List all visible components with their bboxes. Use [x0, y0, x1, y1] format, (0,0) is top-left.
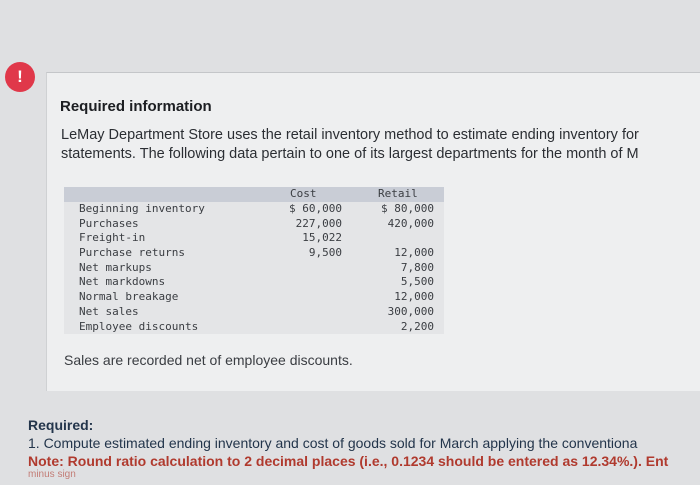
retail-column [376, 202, 434, 334]
intro-line-1: LeMay Department Store uses the retail inventory method to estimate ending inventory for [61, 127, 639, 143]
column-header-retail: Retail [378, 187, 418, 200]
row-label-net-markups: Net markups [79, 260, 152, 274]
row-labels [79, 202, 205, 334]
section-heading: Required information [60, 98, 212, 115]
cost-normal-breakage [280, 290, 342, 305]
intro-line-2: statements. The following data pertain to one of its largest departments for the month of M [61, 146, 639, 162]
retail-employee-discounts: 2,200 [400, 319, 434, 333]
required-title: Required: [28, 417, 94, 433]
cut-off-line: minus sign [28, 469, 76, 480]
cost-net-markdowns [280, 275, 342, 290]
discount-note: Sales are recorded net of employee discounts. [64, 352, 353, 368]
retail-purchases: 420,000 [387, 216, 434, 230]
cost-freight-in: 15,022 [302, 231, 342, 245]
retail-net-markdowns: 5,500 [400, 275, 434, 289]
rounding-note: Note: Round ratio calculation to 2 decimal places (i.e., 0.1234 should be entered as 12.34%.). Ent [28, 453, 669, 469]
cost-beginning-inventory: $ 60,000 [289, 202, 342, 215]
alert-icon: ! [5, 62, 35, 92]
retail-net-sales: 300,000 [387, 304, 434, 318]
retail-normal-breakage: 12,000 [394, 290, 434, 304]
row-label-net-markdowns: Net markdowns [79, 275, 166, 289]
required-section [28, 416, 700, 480]
row-label-freight-in: Freight-in [79, 231, 146, 245]
row-label-normal-breakage: Normal breakage [79, 290, 179, 304]
row-label-beginning-inventory: Beginning inventory [79, 202, 205, 215]
required-item-1: 1. Compute estimated ending inventory and cost of goods sold for March applying the conventiona [28, 435, 638, 451]
row-label-employee-discounts: Employee discounts [79, 319, 199, 333]
row-label-net-sales: Net sales [79, 304, 139, 318]
row-label-purchase-returns: Purchase returns [79, 246, 185, 260]
cost-net-markups [280, 261, 342, 276]
retail-freight-in [376, 231, 434, 246]
column-header-cost: Cost [290, 187, 317, 200]
retail-purchase-returns: 12,000 [394, 246, 434, 260]
cost-employee-discounts [280, 320, 342, 335]
cost-column [280, 202, 342, 334]
row-label-purchases: Purchases [79, 216, 139, 230]
retail-net-markups: 7,800 [400, 260, 434, 274]
retail-beginning-inventory: $ 80,000 [381, 202, 434, 215]
cost-purchases: 227,000 [295, 216, 342, 230]
cost-net-sales [280, 305, 342, 320]
intro-paragraph [61, 126, 700, 164]
cost-purchase-returns: 9,500 [308, 246, 342, 260]
